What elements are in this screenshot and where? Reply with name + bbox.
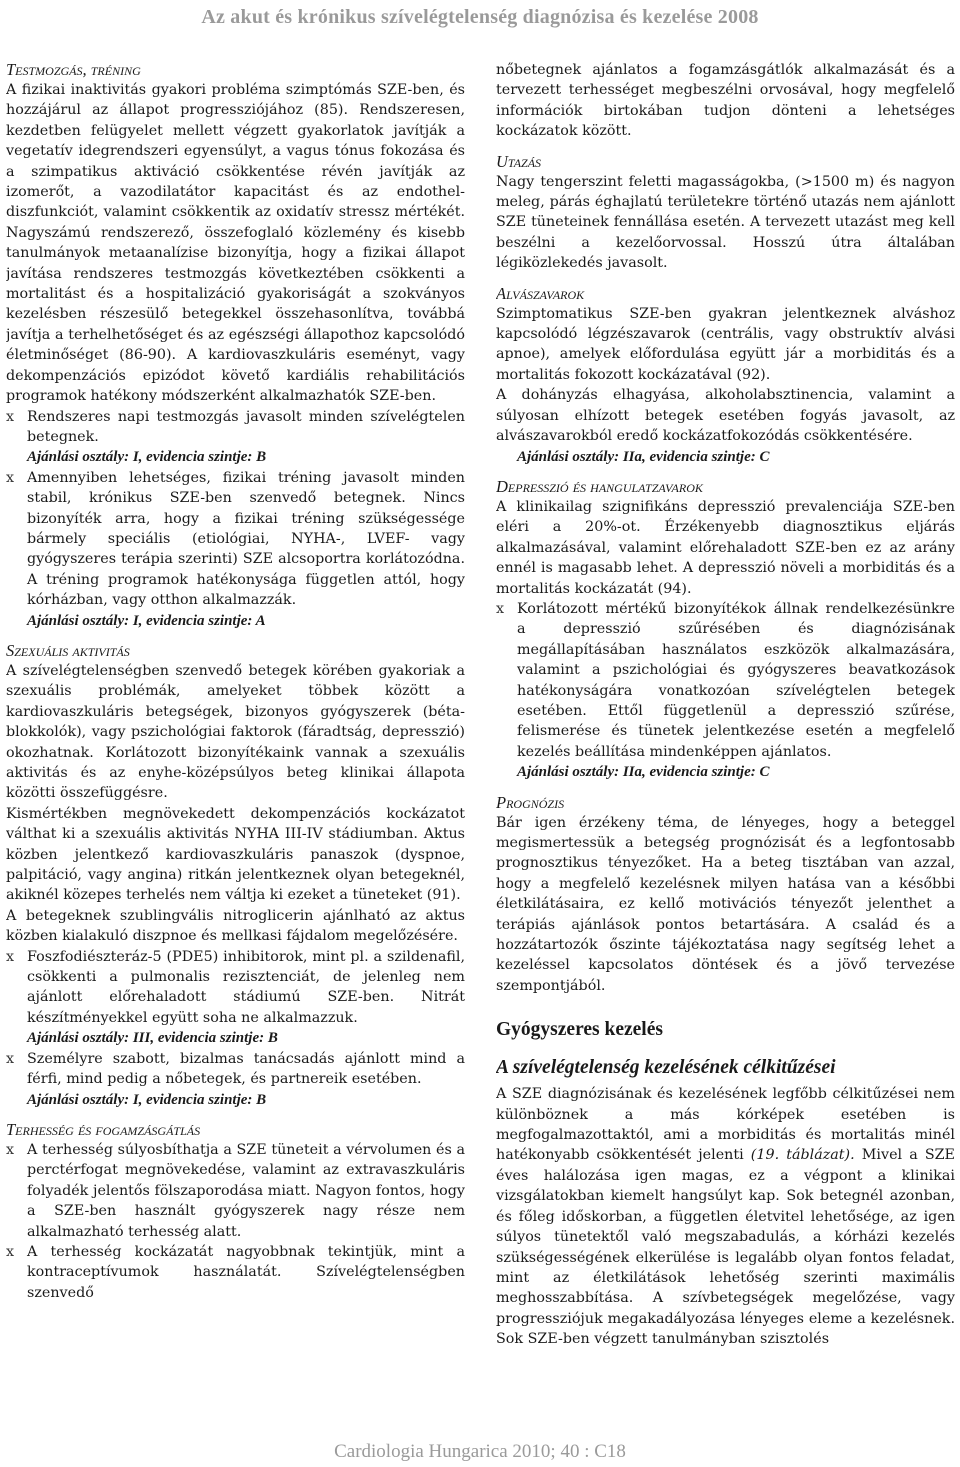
list-item [496,599,955,762]
paragraph: A betegeknek szublingvális nitroglicerin ajánlható az aktus közben kialakuló diszpnoe és mellkasi fájdalom megelőzésére. [6,907,465,945]
paragraph [6,80,465,407]
section-title-szexualis: Szexuális aktivitás [6,640,130,660]
recommendation: Ajánlási osztály: III, evidencia szintje: B [27,1030,278,1047]
list-item-text: Foszfodiészteráz-5 (PDE5) inhibitorok, mint pl. a szildenafil, csökkenti a pulmonalis rezisztenciát, de jelenleg nem ajánlott előrehaladott stádiumú SZE-ben. Nitrát készítményekkel együtt soha ne alkalmazzuk. [27,948,465,1026]
recommendation: Ajánlási osztály: I, evidencia szintje: B [27,1091,267,1108]
sub-heading: A szívelégtelenség kezelésének célkitűzései [496,1057,836,1079]
section-title-testmozgas: Testmozgás, tréning [6,60,141,79]
recommendation: Ajánlási osztály: IIa, evidencia szintje: C [517,448,770,465]
list-item-text: A terhesség súlyosbíthatja a SZE tüneteit a vérvolumen és a perctérfogat megnövekedése, valamint az extravaszkuláris folyadék jelentős fölszaporodása miatt. Nagyon fontos, hogy a SZE-ben használt gyógyszerek nagy része nem alkalmazható terhesség alatt. [27,1141,465,1240]
paragraph: Szimptomatikus SZE-ben gyakran jelentkeznek alváshoz kapcsolódó légzészavarok (centrális, vagy obstruktív alvási apnoe), amelyek előfordulása együtt jár a morbiditás és a mortalitás fokozott kockázatával (92). [496,305,955,383]
recommendation: Ajánlási osztály: I, evidencia szintje: B [27,449,267,466]
list-item [6,407,465,448]
table-reference: (19. táblázat). [750,1147,855,1164]
page-footer: Cardiologia Hungarica 2010; 40 : C18 [334,1441,626,1462]
bullet-mark-icon: x [6,1141,15,1158]
section-title-prognozis: Prognózis [496,792,565,812]
text-span: A fizikai inaktivitás gyakori probléma szimptómás SZE-ben, és hozzájárul az állapot progressziójához (85). Rendszeresen, kezdetben felügyelet mellett végzett gyakorlatok javítják a vegetatív idegrendszeri egyensúlyt, a vagus tónus fokozása és a szimpatikus aktiváció csökkentése révén javítják az izomerőt, a vazodilatátor kapacitást és az endothel-diszfunkciót, valamint csökkentik az oxidatív stressz mértékét. [6,82,465,221]
bullet-mark-icon: x [496,600,505,617]
paragraph: A dohányzás elhagyása, alkoholabsztinencia, valamint a súlyosan elhízott betegek esetében fogyás javasolt, az alvászavarokból eredő kockázatfokozódás csökkentésére. [496,387,955,445]
list-item-text: A terhesség kockázatát nagyobbnak tekintjük, mint a kontraceptívumok használatát. Szívelégtelenségben szenvedő [27,1243,465,1301]
section-title-alvaszavarok: Alvászavarok [496,283,585,303]
list-item [6,1242,465,1303]
paragraph: A szívelégtelenségben szenvedő betegek körében gyakoriak a szexuális problémák, amelyeket többek között a kardiovaszkuláris betegségek, bizonyos gyógyszerek (béta-blokkolók), vagy pszichológiai faktorok (fáradtság, depresszió) okozhatnak. Korlátozott bizonyítékaink vannak a szexuális aktivitás és az enyhe-középsúlyos beteg klinikai állapota közötti összefüggésre. [6,662,465,802]
bullet-mark-icon: x [6,408,15,425]
text-span: Nagyszámú rendszerező, összefoglaló közlemény és kisebb tanulmányok metaanalízise bizonyítja, hogy a fizikai állapot javítása rendszeres testmozgás következtében csökkenti a mortalitást és a hospitalizáció gyakoriságát a szokványos kezelésben részesülő betegekkel összehasonlítva, továbbá javítja a terhelhetőséget és az egészségi állapothoz kapcsolódó életminőséget (86-90). A kardiovaszkuláris eseményt, vagy dekompenzációs epizódot követő kardiális rehabilitációs programok hatékony módszerként alkalmazhatók SZE-ben. [6,224,465,405]
running-header: Az akut és krónikus szívelégtelenség diagnózisa és kezelése 2008 [201,6,759,28]
text-span: Mivel a SZE éves halálozása igen magas, ez a végpont a klinikai vizsgálatokban kiemelt hangsúlyt kap. Sok betegnél azonban, és főleg időskorban, a független életvitel lehetősége, az igen súlyos tünetektől való megszabadulás, a kórházi kezelés szükségességének elkerülése is legalább olyan fontos feladat, mint az életkilátások lehetőség szerinti maximális meghosszabbítása. A szívbetegségek megelőzése, vagy progressziójuk megakadályozása lényeges eleme a kezelésnek. Sok SZE-ben végzett tanulmányban szisztolés [496,1147,955,1348]
list-item-text: Rendszeres napi testmozgás javasolt minden szívelégtelen betegnek. [27,408,465,445]
list-item [6,947,465,1029]
paragraph: A klinikailag szignifikáns depresszió prevalenciája SZE-ben eléri a 20%-ot. Érzékenyebb diagnosztikus eljárás alkalmazásával, valamint előrehaladott SZE-ben ez az arány ennél is magasabb lehet. A depresszió növeli a morbiditás és a mortalitás kockázatát (94). [496,498,955,597]
right-column [496,60,955,1428]
list-item [6,1140,465,1242]
section-title-terhesseg: Terhesség és fogamzásgátlás [6,1119,201,1139]
section-title-depresszio: Depresszió és hangulatzavarok [496,476,703,496]
paragraph [496,1084,955,1349]
list-item-text: Korlátozott mértékű bizonyítékok állnak rendelkezésünkre a depresszió szűrésében és diagnózisának megállapításában használatos eszközök alkalmazására, valamint a pszichológiai és gyógyszeres beavatkozások hatékonyságára vonatkozóan szívelégtelen betegek esetében. Ettől függetlenül a depresszió szűrése, felismerése és tünetek jelentkezése esetén a megfelelő kezelés beállítása mindenképpen ajánlatos. [517,600,955,760]
list-item [6,468,465,611]
paragraph: Bár igen érzékeny téma, de lényeges, hogy a beteggel megismertessük a betegség prognózisát és a legfontosabb prognosztikus tényezőket. Ha a beteg tisztában van azzal, hogy a megfelelő kezelésnek milyen hatása van a későbbi életkilátásaira, ez kellő motivációs tényezőt jelenthet a terápiás ajánlások pontos betartására. A család és a hozzátartozók őszinte tájékoztatása nagy segítség lehet a kezeléssel kapcsolatos döntések és a jövő tervezése szempontjából. [496,814,955,994]
recommendation: Ajánlási osztály: IIa, evidencia szintje: C [517,764,770,781]
bullet-mark-icon: x [6,1050,15,1067]
paragraph: nőbetegnek ajánlatos a fogamzásgátlók alkalmazását és a tervezett terhességet megbeszélni orvosával, hogy megfelelő információk birtokában tudjon dönteni a lehetséges kockázatok között. [496,62,955,140]
recommendation: Ajánlási osztály: I, evidencia szintje: A [27,612,266,629]
paragraph: Kismértékben megnövekedett dekompenzációs kockázatot válthat ki a szexuális aktivitás NYHA III-IV stádiumban. Aktus közben jelentkező kardiovaszkuláris panaszok (dyspnoe, palpitáció, vagy angina) ritkán jelentkeznek olyan betegeknél, akiknél közepes terhelés nem váltja ki ezeket a tüneteket (91). [6,805,465,904]
section-title-utazas: Utazás [496,151,542,171]
main-heading: Gyógyszeres kezelés [496,1019,663,1041]
text-span: A SZE diagnózisának és kezelésének legfőbb célkitűzései nem különböznek a más kórképek esetében is megfogalmazottaktól, ami a morbiditás és mortalitás minél hatékonyabb csökkentését jelenti [496,1086,955,1164]
list-item-text: Amennyiben lehetséges, fizikai tréning javasolt minden stabil, krónikus SZE-ben szenvedő betegnek. Nincs bizonyíték arra, hogy a fizikai tréning szükségessége bármely speciális (etiológiai, NYHA-, LVEF- vagy gyógyszeres terápia szerinti) SZE alcsoportra korlátozódna. A tréning programok hatékonysága független attól, hogy kórházban, vagy otthon alkalmazzák. [27,469,465,609]
bullet-mark-icon: x [6,469,15,486]
bullet-mark-icon: x [6,948,15,965]
paragraph: Nagy tengerszint feletti magasságokba, (>1500 m) és nagyon meleg, párás éghajlatú területekre történő utazás nem ajánlott SZE tüneteinek fennállása esetén. A tervezett utazást meg kell beszélni a kezelőorvossal. Hosszú útra általában légiközlekedés javasolt. [496,173,955,272]
list-item [6,1049,465,1090]
bullet-mark-icon: x [6,1243,15,1260]
left-column [6,60,465,1428]
list-item-text: Személyre szabott, bizalmas tanácsadás ajánlott mind a férfi, mind pedig a nőbetegek, és partnereik esetében. [27,1050,465,1088]
